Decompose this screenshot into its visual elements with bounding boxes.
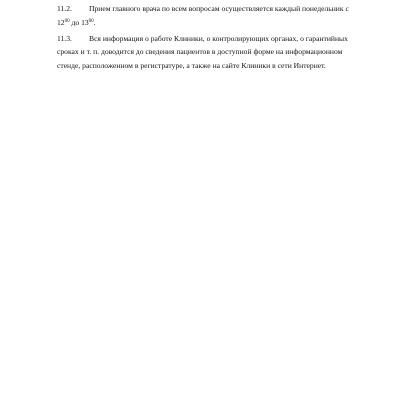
end-minutes: 00 <box>88 19 94 25</box>
clause-11-2-line-2 <box>57 19 96 27</box>
clause-11-2-number: 11.2. <box>57 4 72 13</box>
clause-11-2-line-1: Прием главного врача по всем вопросам осуществляется каждый понедельник с <box>89 4 349 13</box>
end-punctuation: . <box>93 18 96 27</box>
start-hour: 12 <box>57 18 65 27</box>
clause-11-3-line-1: Вся информация о работе Клиники, о контролирующих органах, о гарантийных <box>89 34 348 43</box>
clause-11-3-line-2: сроках и т. п. доводится до сведения пациентов в доступной форме на информационном <box>57 47 343 56</box>
clause-11-3-line-3: стенде, расположенном в регистратуре, а также на сайте Клиники в сети Интернет. <box>57 61 326 70</box>
start-minutes: 00 <box>64 19 70 25</box>
time-separator: до <box>69 18 82 27</box>
end-hour: 13 <box>81 18 89 27</box>
clause-11-3-number: 11.3. <box>57 34 72 43</box>
